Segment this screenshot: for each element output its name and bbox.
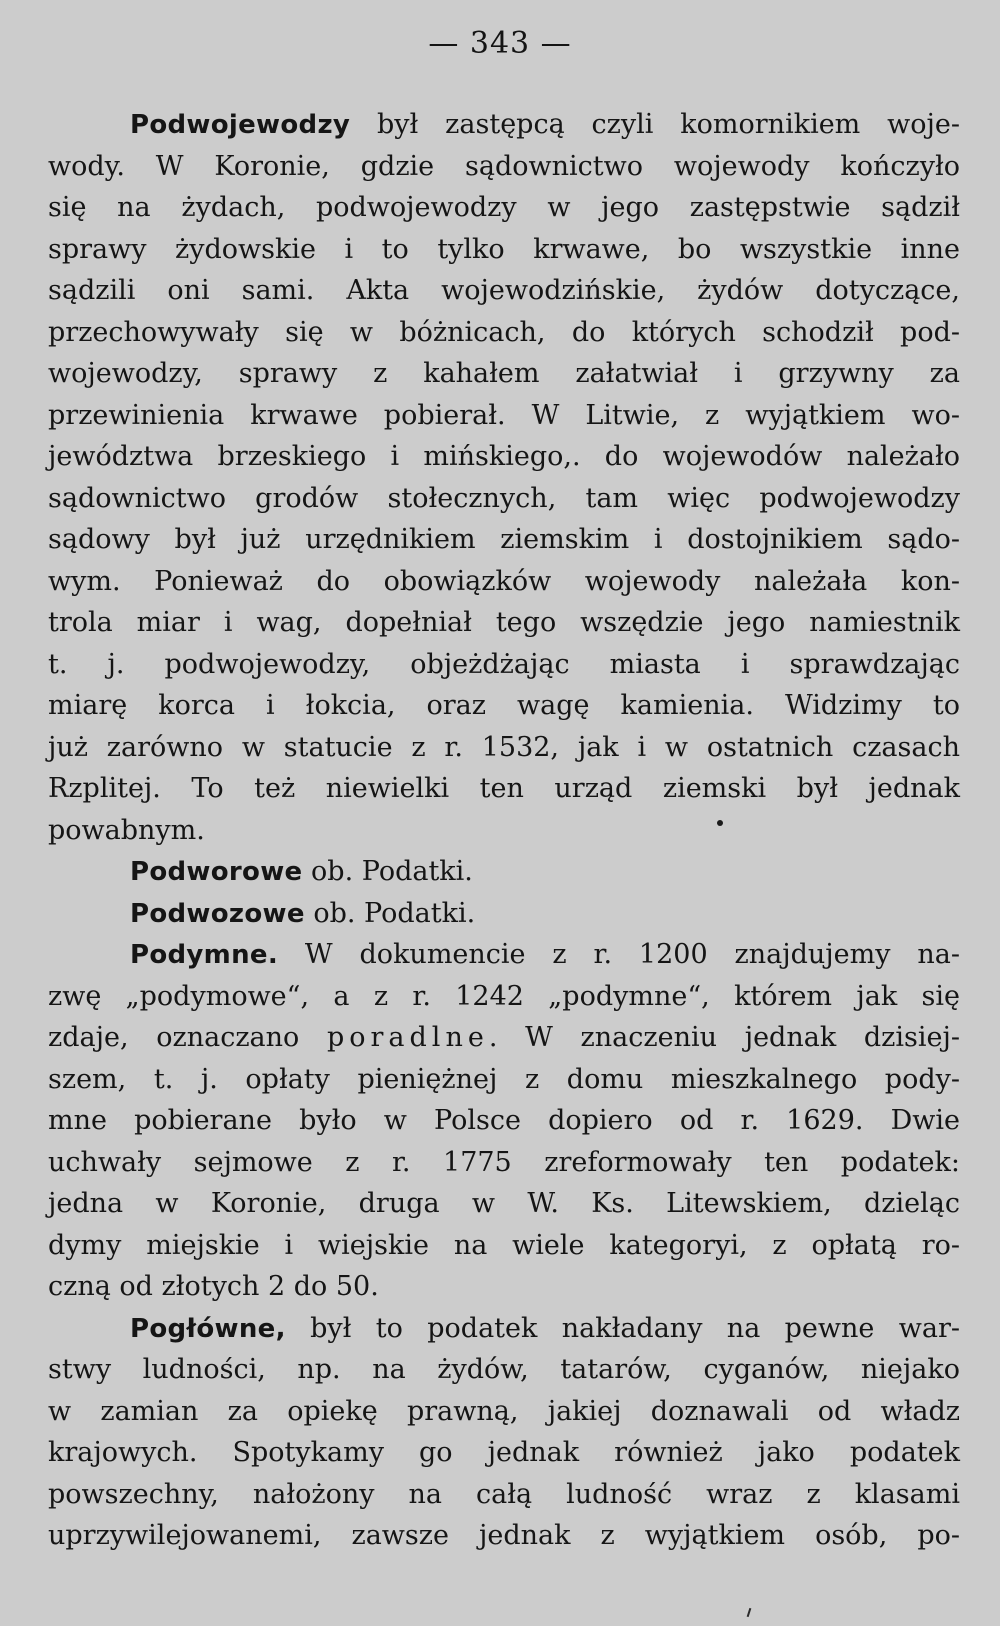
text-line: trola miar i wag, dopełniał tego wszędzie jego namiestnik — [48, 607, 960, 638]
text-line: czną od złotych 2 do 50. — [48, 1271, 379, 1302]
entry-podymne-line — [48, 934, 960, 976]
text-line: sprawy żydowskie i to tylko krwawe, bo wszystkie inne — [48, 233, 960, 265]
text-line: stwy ludności, np. na żydów, tatarów, cyganów, niejako — [48, 1354, 960, 1385]
entry-poglowne-line — [48, 1308, 960, 1350]
ink-dot — [717, 820, 723, 826]
text-line: przechowywały się w bóżnicach, do których schodził pod- — [48, 316, 960, 348]
text-line: uprzywilejowanemi, zawsze jednak z wyjątkiem osób, po- — [48, 1520, 960, 1551]
text-line: szem, t. j. opłaty pieniężnej z domu mieszkalnego pody- — [48, 1063, 960, 1095]
text-line: krajowych. Spotykamy go jednak również jako podatek — [48, 1437, 960, 1468]
ink-speck — [747, 1608, 752, 1617]
text-line: się na żydach, podwojewodzy w jego zastępstwie sądził — [48, 192, 960, 223]
text-line: sądowy był już urzędnikiem ziemskim i dostojnikiem sądo- — [48, 524, 960, 555]
spaced-word: poradlne — [326, 1022, 489, 1053]
text-line: powabnym. — [48, 814, 205, 846]
headword-podymne: Podymne. — [130, 940, 278, 970]
page-number: — 343 — — [428, 26, 572, 61]
text-line — [48, 1017, 960, 1059]
text-line: wym. Ponieważ do obowiązków wojewody należała kon- — [48, 565, 960, 597]
text-line: jewództwa brzeskiego i mińskiego,. do wojewodów należało — [48, 441, 960, 472]
text-line: wojewodzy, sprawy z kahałem załatwiał i grzywny za — [48, 358, 960, 389]
text-line: ob. Podatki. — [304, 897, 476, 929]
text-span: . W znaczeniu jednak dzisiej- — [488, 1022, 960, 1053]
text-line: uchwały sejmowe z r. 1775 zreformowały ten podatek: — [48, 1146, 960, 1178]
text-line: wody. W Koronie, gdzie sądownictwo wojewody kończyło — [48, 150, 960, 182]
text-line: Rzplitej. To też niewielki ten urząd ziemski był jednak — [48, 773, 960, 804]
text-line: miarę korca i łokcia, oraz wagę kamienia. Widzimy to — [48, 690, 960, 721]
text-line: W dokumencie z r. 1200 znajdujemy na- — [278, 939, 960, 970]
text-line: sądownictwo grodów stołecznych, tam więc podwojewodzy — [48, 482, 960, 514]
text-line: t. j. podwojewodzy, objeżdżając miasta i sprawdzając — [48, 648, 960, 680]
text-line: dymy miejskie i wiejskie na wiele kategoryi, z opłatą ro- — [48, 1229, 960, 1261]
entry-podwozowe-line — [48, 893, 960, 935]
text-line: jedna w Koronie, druga w W. Ks. Litewskiem, dzieląc — [48, 1188, 960, 1219]
text-line: już zarówno w statucie z r. 1532, jak i w ostatnich czasach — [48, 731, 960, 763]
text-line: był zastępcą czyli komornikiem woje- — [350, 109, 960, 140]
text-line: sądzili oni sami. Akta wojewodzińskie, żydów dotyczące, — [48, 275, 960, 306]
headword-poglowne: Pogłówne, — [130, 1313, 286, 1344]
text-line: w zamian za opiekę prawną, jakiej doznawali od władz — [48, 1395, 960, 1427]
text-line: przewinienia krwawe pobierał. W Litwie, z wyjątkiem wo- — [48, 399, 960, 431]
text-line: zwę „podymowe“, a z r. 1242 „podymne“, którem jak się — [48, 980, 960, 1012]
page-text — [48, 104, 960, 1557]
headword-podwojewodzy: Podwojewodzy — [130, 110, 351, 140]
text-line: był to podatek nakładany na pewne war- — [285, 1312, 960, 1344]
headword-podworowe: Podworowe — [130, 857, 303, 887]
text-span: zdaje, oznaczano — [48, 1022, 327, 1053]
entry-podwojewodzy-line — [48, 104, 960, 146]
entry-podworowe-line — [48, 851, 960, 893]
headword-podwozowe: Podwozowe — [130, 898, 305, 929]
text-line: mne pobierane było w Polsce dopiero od r. 1629. Dwie — [48, 1105, 960, 1136]
text-line: ob. Podatki. — [302, 856, 473, 887]
text-line: powszechny, nałożony na całą ludność wraz z klasami — [48, 1478, 960, 1510]
